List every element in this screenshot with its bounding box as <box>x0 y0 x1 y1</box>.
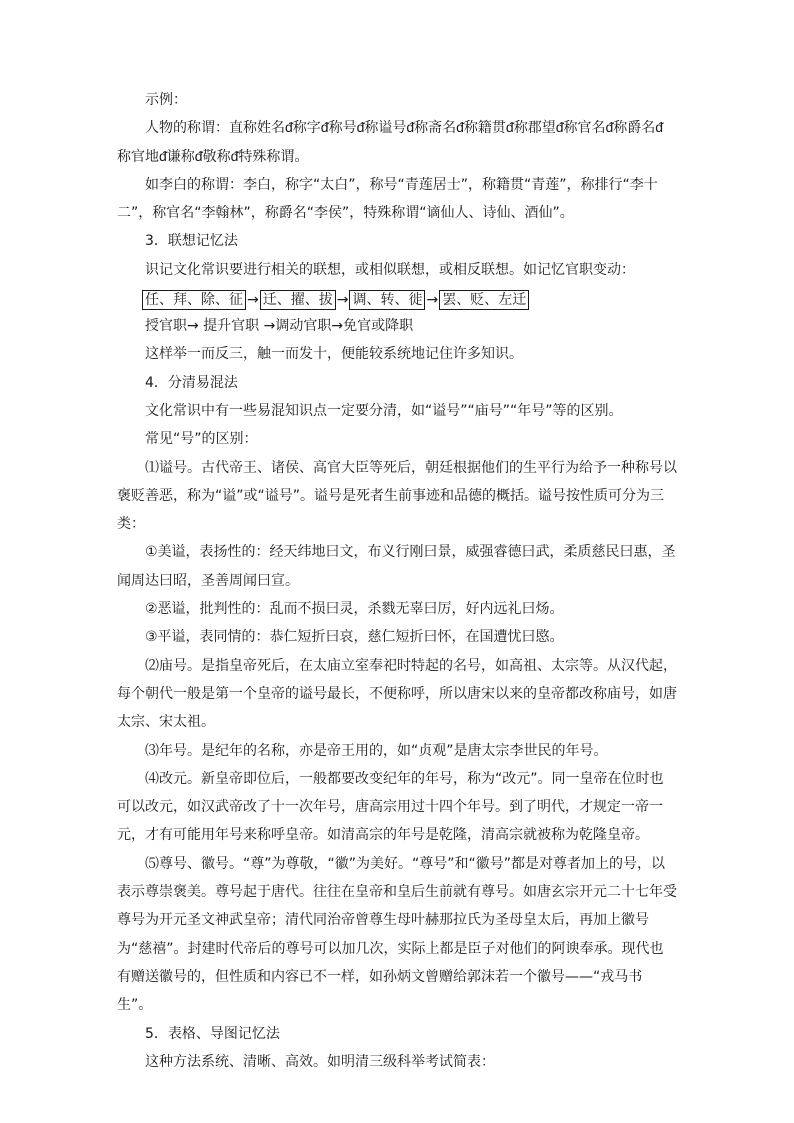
era-name-para: ⑶年号。是纪年的名称，亦是帝王用的，如“贞观”是唐太宗李世民的年号。 <box>145 742 608 759</box>
temple-name-para: ⑵庙号。是指皇帝死后，在太庙立室奉祀时特起的名号，如高祖、太宗等。从汉代起，每个朝代一般是第一个皇帝的谥号最长，不便称呼，所以唐宋以来的皇帝都改称庙号，如唐太宗、宋太祖。 <box>117 657 677 731</box>
li-bai-example: 如李白的称谓：李白，称字“太白”，称号“青莲居士”，称籍贯“青莲”，称排行“李十二”，称官名“李翰林”，称爵名“李侯”，特殊称谓“谪仙人、诗仙、酒仙”。 <box>117 176 658 222</box>
arrow-icon: → <box>247 291 259 308</box>
association-summary: 这样举一而反三，触一而发十，便能较系统地记住许多知识。 <box>145 346 523 363</box>
example-heading: 示例： <box>145 92 187 108</box>
confusion-intro: 文化常识中有一些易混知识点一定要分清，如“谥号”“庙号”“年号”等的区别。 <box>145 402 623 419</box>
honorific-title-para: ⑸尊号、徽号。“尊”为尊敬，“徽”为美好。“尊号”和“徽号”都是对尊者加上的号，以表示尊崇褒美。尊号起于唐代。往往在皇帝和皇后生前就有尊号。如唐玄宗开元二十七年受尊号为开元圣文神武皇帝；清代同治帝曾尊生母叶赫那拉氏为圣母皇太后，再加上徽号为“慈禧”。封建时代帝后的尊号可以加几次，实际上都是臣子对他们的阿谀奉承。现代也有赠送徽号的，但性质和内容已不一样，如孙炳文曾赠给郭沫若一个徽号——“戎马书生”。 <box>117 855 677 1014</box>
arrow-icon: → <box>336 291 349 308</box>
era-change-para: ⑷改元。新皇帝即位后，一般都要改变纪年的年号，称为“改元”。同一皇帝在位时也可以改元，如汉武帝改了十一次年号，唐高宗用过十四个年号。到了明代，才规定一帝一元，才有可能用年号来称呼皇帝。如清高宗的年号是乾隆，清高宗就被称为乾隆皇帝。 <box>117 770 664 844</box>
bad-posthumous-para: ②恶谥，批判性的：乱而不损曰灵，杀戮无辜曰厉，好内远礼曰炀。 <box>145 601 564 618</box>
document-body <box>117 86 677 1076</box>
neutral-posthumous-para: ③平谥，表同情的：恭仁短折曰哀，慈仁短折曰怀，在国遭忧曰愍。 <box>145 629 564 646</box>
posthumous-name-para: ⑴谥号。古代帝王、诸侯、高官大臣等死后，朝廷根据他们的生平行为给予一种称号以褒贬善恶，称为“谥”或“谥号”。谥号是死者生前事迹和品德的概括。谥号按性质可分为三类： <box>117 459 677 533</box>
demote-terms-box: 罢、贬、左迁 <box>439 290 529 310</box>
official-change-chain <box>117 284 677 312</box>
section-heading-4: 4．分清易混法 <box>145 374 238 391</box>
appoint-terms-box: 任、拜、除、征 <box>142 290 246 310</box>
association-intro: 识记文化常识要进行相关的联想，或相似联想，或相反联想。如记忆官职变动： <box>145 261 635 278</box>
section-heading-5: 5．表格、导图记忆法 <box>145 1025 280 1042</box>
promote-terms-box: 迁、擢、拔 <box>260 290 336 310</box>
transfer-terms-box: 调、转、徙 <box>349 290 425 310</box>
arrow-icon: → <box>426 291 439 308</box>
good-posthumous-para: ①美谥，表扬性的：经天纬地曰文，布义行刚曰景，威强睿德曰武，柔质慈民曰惠，圣闻周达曰昭，圣善周闻曰宣。 <box>117 544 676 589</box>
hao-diff-heading: 常见“号”的区别： <box>145 431 258 448</box>
title-forms-list: 人物的称谓：直称姓名ᵭ称字ᵭ称号ᵭ称谥号ᵭ称斋名ᵭ称籍贯ᵭ称郡望ᵭ称官名ᵭ称爵名ᵭ称官地ᵭ谦称ᵭ敬称ᵭ特殊称谓。 <box>117 120 664 165</box>
official-change-meaning: 授官职→ 提升官职 →调动官职→免官或降职 <box>145 318 414 335</box>
table-intro: 这种方法系统、清晰、高效。如明清三级科举考试简表： <box>145 1053 495 1070</box>
section-heading-3: 3．联想记忆法 <box>145 233 238 250</box>
